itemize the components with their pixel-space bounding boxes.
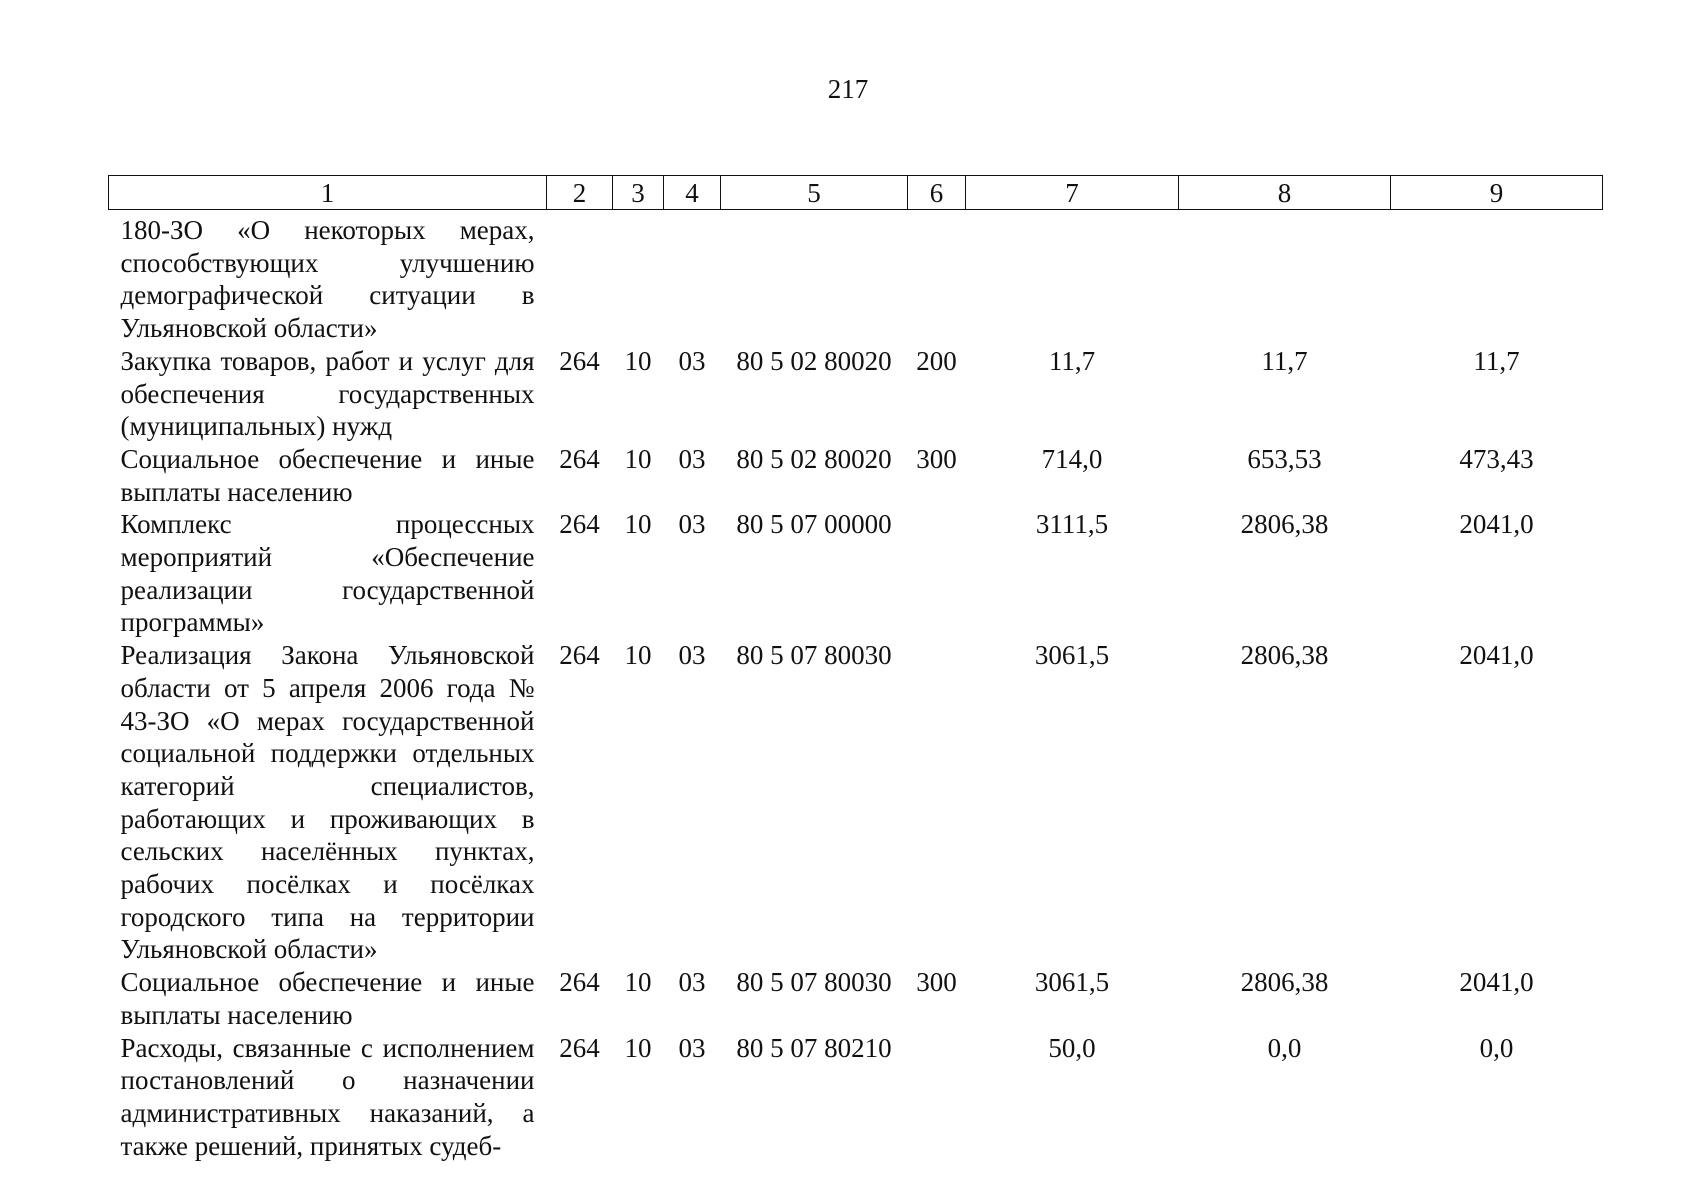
cell-amount-col9: 473,43 — [1459, 443, 1534, 474]
cell-subsection: 03 — [678, 345, 706, 376]
cell-section: 10 — [624, 1032, 652, 1063]
cell-section: 10 — [624, 640, 652, 671]
cell-expense-kind — [908, 210, 966, 345]
cell-amount-col9: 11,7 — [1473, 345, 1520, 376]
cell-admin-code: 264 — [559, 967, 600, 998]
cell-amount-col7: 714,0 — [1041, 443, 1103, 474]
cell-expense-kind — [908, 1032, 966, 1163]
table-row — [109, 345, 1603, 443]
cell-amount-col8: 11,7 — [1261, 345, 1308, 376]
cell-amount-col7: 3111,5 — [1035, 509, 1109, 540]
cell-amount-col7: 50,0 — [1048, 1032, 1096, 1063]
cell-amount-col9: 2041,0 — [1459, 509, 1534, 540]
table-row — [109, 966, 1603, 1031]
cell-admin-code — [547, 210, 613, 345]
header-col-7: 7 — [966, 176, 1179, 210]
cell-section — [613, 210, 664, 345]
header-col-5: 5 — [721, 176, 908, 210]
cell-target-code — [721, 210, 908, 345]
cell-expense-kind — [908, 508, 966, 639]
cell-amount-col8 — [1179, 210, 1391, 345]
cell-name: Расходы, связанные с исполнением постановлений о назначении административных наказаний, а также решений, принятых судеб- — [120, 1032, 535, 1161]
cell-section: 10 — [624, 509, 652, 540]
cell-name: 180-ЗО «О некоторых мерах, способствующих улучшению демографической ситуации в Ульяновской области» — [120, 215, 535, 344]
cell-subsection — [664, 210, 721, 345]
cell-amount-col7: 11,7 — [1048, 345, 1096, 376]
cell-expense-kind: 300 — [916, 443, 957, 474]
cell-target-code: 80 5 07 80030 — [736, 640, 892, 671]
cell-expense-kind: 200 — [916, 345, 957, 376]
header-col-2: 2 — [547, 176, 613, 210]
cell-amount-col7: 3061,5 — [1034, 967, 1110, 998]
cell-name: Комплекс процессных мероприятий «Обеспечение реализации государственной программы» — [120, 509, 535, 638]
cell-subsection: 03 — [678, 640, 706, 671]
cell-target-code: 80 5 02 80020 — [736, 443, 892, 474]
cell-admin-code: 264 — [559, 509, 600, 540]
cell-name: Социальное обеспечение и иные выплаты населению — [120, 967, 535, 1030]
cell-target-code: 80 5 07 00000 — [736, 509, 892, 540]
cell-admin-code: 264 — [559, 345, 600, 376]
table-row — [109, 639, 1603, 966]
cell-target-code: 80 5 07 80210 — [736, 1032, 892, 1063]
budget-table — [108, 175, 1603, 1162]
table-row — [109, 1032, 1603, 1163]
cell-target-code: 80 5 02 80020 — [736, 345, 892, 376]
cell-amount-col9: 2041,0 — [1459, 967, 1534, 998]
cell-expense-kind — [908, 639, 966, 966]
cell-name: Закупка товаров, работ и услуг для обеспечения государственных (муниципальных) нужд — [120, 345, 535, 442]
cell-subsection: 03 — [678, 443, 706, 474]
cell-target-code: 80 5 07 80030 — [736, 967, 892, 998]
cell-subsection: 03 — [678, 509, 706, 540]
cell-expense-kind: 300 — [916, 967, 957, 998]
cell-amount-col9: 0,0 — [1479, 1032, 1514, 1063]
cell-amount-col7: 3061,5 — [1034, 640, 1110, 671]
header-col-8: 8 — [1179, 176, 1391, 210]
page-number: 217 — [827, 74, 869, 104]
cell-admin-code: 264 — [559, 1032, 600, 1063]
header-col-4: 4 — [664, 176, 721, 210]
cell-section: 10 — [624, 443, 652, 474]
cell-amount-col7 — [966, 210, 1179, 345]
cell-amount-col8: 2806,38 — [1240, 967, 1329, 998]
header-col-3: 3 — [613, 176, 664, 210]
cell-amount-col8: 653,53 — [1247, 443, 1322, 474]
header-col-1: 1 — [109, 176, 547, 210]
cell-subsection: 03 — [678, 967, 706, 998]
header-col-9: 9 — [1391, 176, 1603, 210]
table-row — [109, 210, 1603, 345]
cell-admin-code: 264 — [559, 640, 600, 671]
table-row — [109, 508, 1603, 639]
cell-name: Социальное обеспечение и иные выплаты населению — [120, 443, 535, 507]
cell-amount-col8: 0,0 — [1267, 1032, 1302, 1063]
cell-section: 10 — [624, 967, 652, 998]
cell-subsection: 03 — [678, 1032, 706, 1063]
cell-amount-col9 — [1391, 210, 1603, 345]
cell-section: 10 — [624, 345, 652, 376]
header-col-6: 6 — [908, 176, 966, 210]
cell-amount-col8: 2806,38 — [1240, 640, 1329, 671]
cell-admin-code: 264 — [559, 443, 600, 474]
cell-amount-col8: 2806,38 — [1240, 509, 1329, 540]
table-header-row — [109, 176, 1603, 210]
table-row — [109, 443, 1603, 508]
cell-amount-col9: 2041,0 — [1459, 640, 1534, 671]
cell-name: Реализация Закона Ульяновской области от 5 апреля 2006 года № 43-ЗО «О мерах государственной социальной поддержки отдельных категорий специалистов, работающих и проживающих в сельских населённых пунктах, рабочих посёлках и посёлках городского типа на территории Ульяновской области» — [120, 640, 535, 965]
